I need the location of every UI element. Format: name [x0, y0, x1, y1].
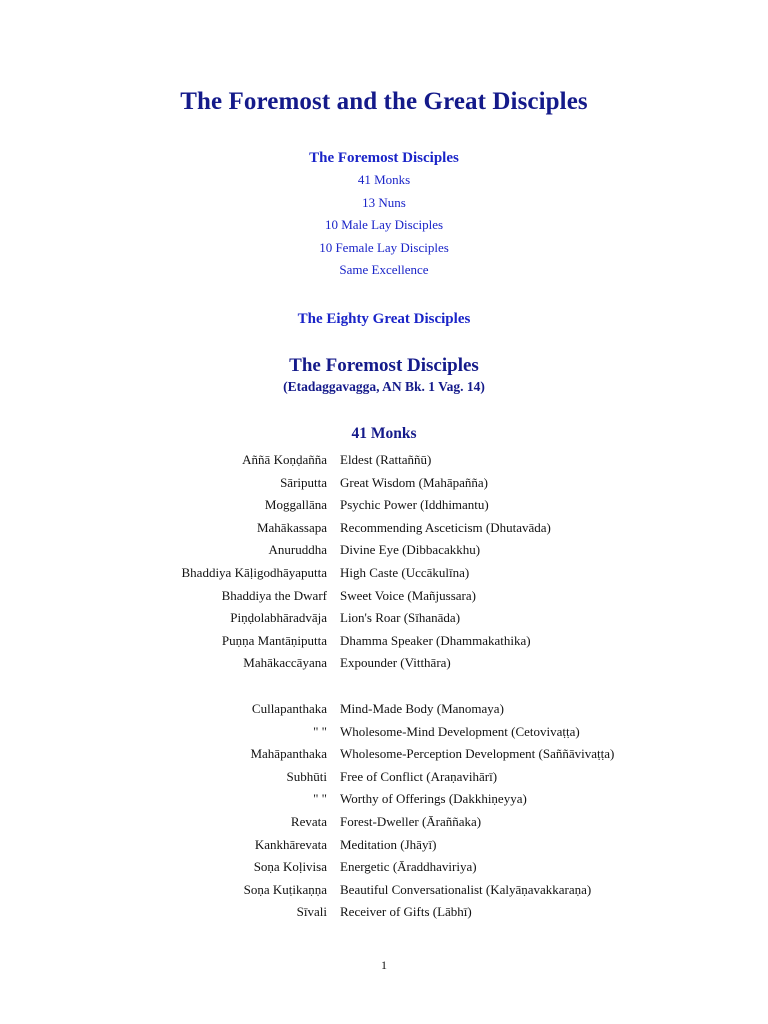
disciple-excellence: Free of Conflict (Araṇavihārī)	[340, 768, 498, 784]
disciple-excellence: Forest-Dweller (Āraññaka)	[340, 813, 482, 829]
list-item	[0, 721, 768, 744]
toc-link-same-excellence[interactable]: Same Excellence	[339, 262, 429, 277]
disciple-name: Aññā Koṇḍañña	[242, 452, 327, 467]
disciple-name: Sāriputta	[280, 474, 327, 490]
list-item	[0, 834, 768, 857]
page-number: 1	[381, 958, 387, 972]
disciple-excellence: Worthy of Offerings (Dakkhiṇeyya)	[340, 791, 527, 807]
list-item	[0, 449, 768, 472]
disciple-name: Mahākaccāyana	[243, 655, 327, 671]
disciple-excellence: Lion's Roar (Sīhanāda)	[340, 610, 461, 626]
list-item	[0, 743, 768, 766]
disciple-name: Mahāpanthaka	[250, 746, 327, 762]
list-item	[0, 585, 768, 608]
document-title: The Foremost and the Great Disciples	[180, 88, 588, 115]
list-item	[0, 788, 768, 811]
toc-link-male-lay-disciples[interactable]: 10 Male Lay Disciples	[324, 217, 444, 232]
disciple-excellence: Divine Eye (Dibbacakkhu)	[340, 542, 481, 558]
disciple-excellence: Mind-Made Body (Manomaya)	[340, 700, 504, 716]
disciple-name: Sīvali	[296, 904, 327, 920]
toc-link-female-lay-disciples[interactable]: 10 Female Lay Disciples	[319, 239, 449, 255]
disciple-excellence: Sweet Voice (Mañjussara)	[340, 587, 476, 603]
list-item	[0, 562, 768, 585]
list-item	[0, 630, 768, 653]
disciple-name: Soṇa Kuṭikaṇṇa	[243, 881, 327, 897]
toc-link-13-nuns[interactable]: 13 Nuns	[362, 194, 406, 210]
list-item	[0, 901, 768, 924]
disciple-excellence: Recommending Asceticism (Dhutavāda)	[340, 519, 551, 535]
disciple-excellence: Psychic Power (Iddhimantu)	[340, 497, 489, 513]
list-item	[0, 607, 768, 630]
toc-link-41-monks[interactable]: 41 Monks	[357, 172, 411, 187]
disciple-excellence: Great Wisdom (Mahāpañña)	[340, 474, 488, 490]
disciple-name: Bhaddiya the Dwarf	[221, 587, 327, 603]
table-of-contents	[0, 147, 768, 330]
disciple-name: Puṇṇa Mantāṇiputta	[221, 632, 327, 648]
disciple-excellence: Dhamma Speaker (Dhammakathika)	[340, 632, 531, 648]
list-item	[0, 879, 768, 902]
list-item	[0, 856, 768, 879]
disciple-excellence: Wholesome-Mind Development (Cetovivaṭṭa)	[340, 723, 580, 739]
disciple-name: Cullapanthaka	[251, 700, 327, 716]
disciple-name: Moggallāna	[264, 497, 327, 513]
disciple-name: " "	[313, 791, 327, 807]
list-item	[0, 698, 768, 721]
disciple-name: " "	[313, 723, 327, 739]
list-item	[0, 652, 768, 675]
list-item	[0, 472, 768, 495]
disciple-name: Kankhārevata	[254, 836, 327, 852]
disciple-excellence: Wholesome-Perception Development (Saññāvivaṭṭa)	[340, 746, 615, 762]
list-item	[0, 494, 768, 517]
disciple-name: Revata	[290, 813, 327, 829]
group-title: 41 Monks	[351, 425, 417, 442]
disciple-excellence: Meditation (Jhāyī)	[340, 836, 437, 852]
list-item	[0, 766, 768, 789]
disciples-list	[0, 449, 768, 924]
list-item	[0, 517, 768, 540]
disciple-name: Bhaddiya Kāḷigodhāyaputta	[181, 564, 327, 580]
disciple-name: Subhūti	[286, 768, 327, 784]
disciple-excellence: High Caste (Uccākulīna)	[340, 564, 470, 580]
list-item	[0, 539, 768, 562]
section-title: The Foremost Disciples	[289, 355, 479, 376]
section-subtitle: (Etadaggavagga, AN Bk. 1 Vag. 14)	[283, 379, 485, 394]
toc-link-foremost-disciples[interactable]: The Foremost Disciples	[309, 150, 459, 166]
disciple-name: Mahākassapa	[256, 519, 327, 535]
disciple-name: Anuruddha	[268, 542, 327, 558]
list-item	[0, 811, 768, 834]
disciple-excellence: Expounder (Vitthāra)	[340, 655, 451, 671]
disciple-name: Piṇḍolabhāradvāja	[230, 610, 327, 626]
disciple-excellence: Receiver of Gifts (Lābhī)	[340, 904, 472, 920]
toc-link-eighty-great-disciples[interactable]: The Eighty Great Disciples	[297, 310, 471, 327]
disciple-excellence: Energetic (Āraddhaviriya)	[340, 859, 477, 875]
disciple-excellence: Beautiful Conversationalist (Kalyāṇavakkaraṇa)	[340, 881, 592, 897]
list-spacer	[0, 675, 768, 698]
disciple-name: Soṇa Koḷivisa	[253, 859, 327, 875]
disciple-excellence: Eldest (Rattaññū)	[340, 452, 432, 467]
